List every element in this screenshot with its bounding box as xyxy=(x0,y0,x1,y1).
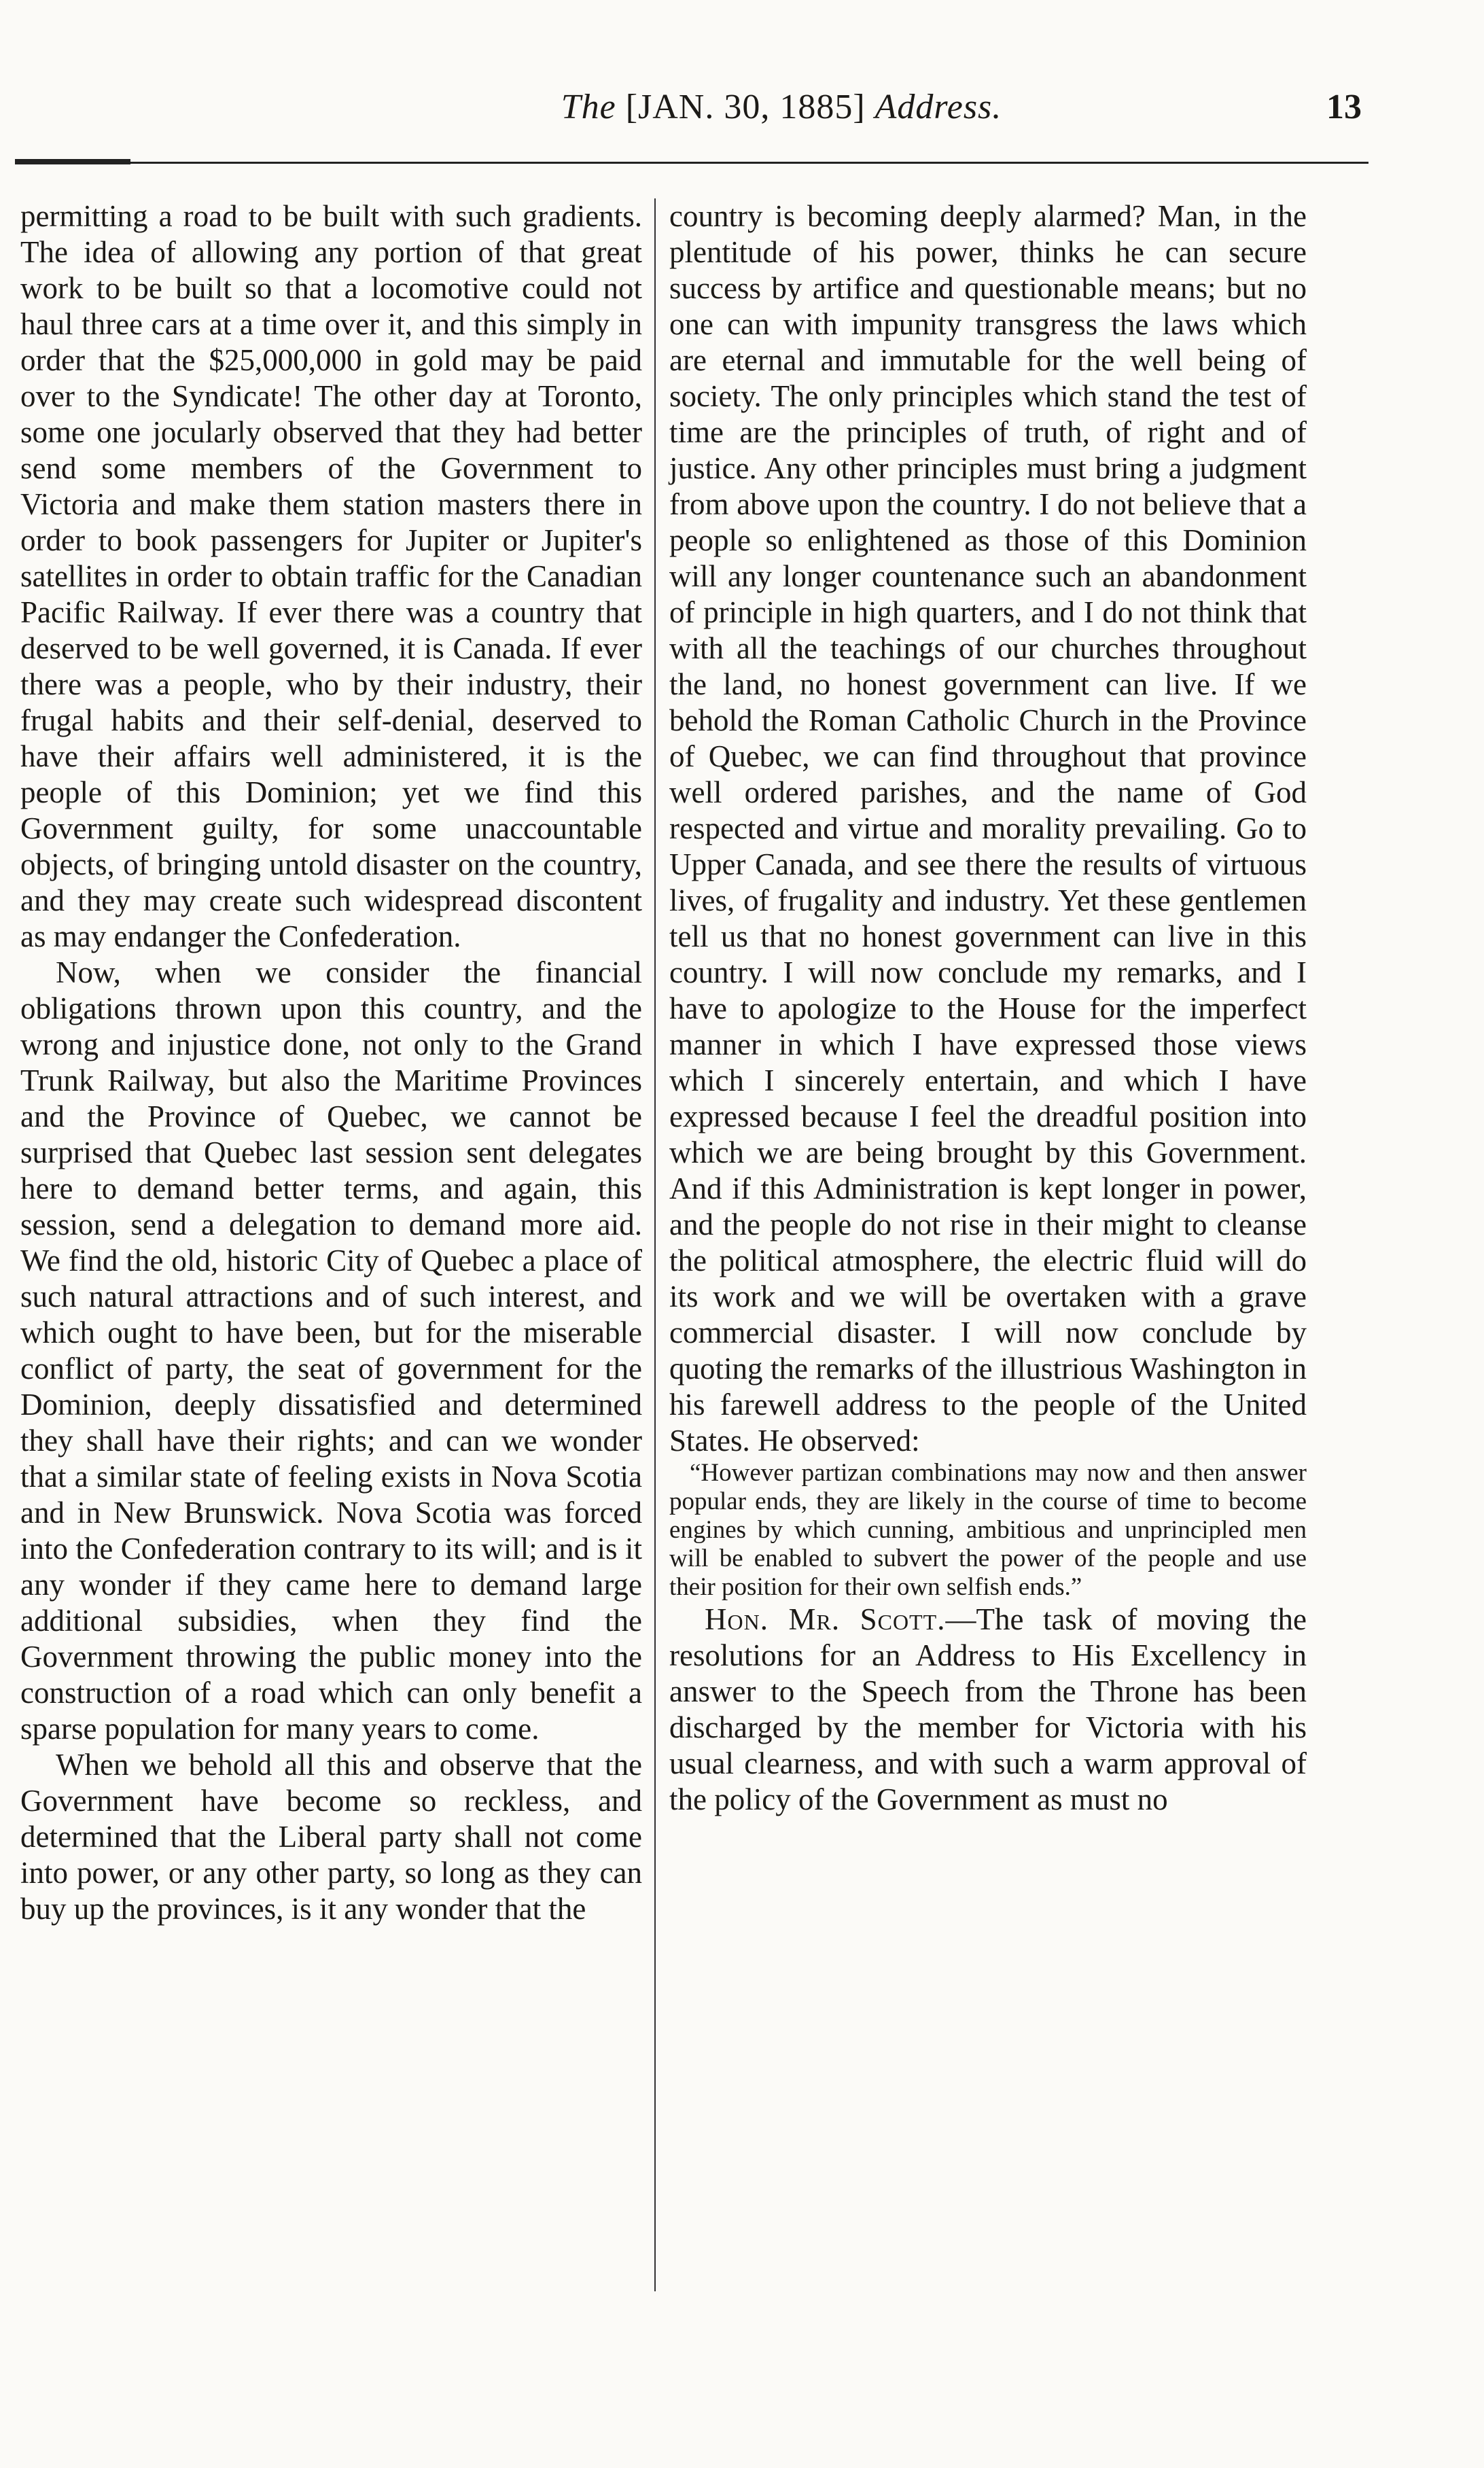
paragraph: When we behold all this and observe that the Government have become so reckless, and determined that the Liberal party shall not come into power, or any other party, so long as they can buy up the provinces, is it any wonder that the xyxy=(20,1748,642,1926)
paragraph: permitting a road to be built with such gradients. The idea of allowing any portion of that great work to be built so that a locomotive could not haul three cars at a time over it, and this simply in order that the $25,000,000 in gold may be paid over to the Syndicate! The other day at Toronto, some one jocularly observed that they had better send some members of the Government to Victoria and make them station masters there in order to book passengers for Jupiter or Jupiter's satellites in order to obtain traffic for the Canadian Pacific Railway. If ever there was a country that deserved to be well governed, it is Canada. If ever there was a people, who by their industry, their frugal habits and their self-denial, deserved to have their affairs well administered, it is the people of this Dominion; yet we find this Government guilty, for some unaccountable objects, of bringing untold disaster on the country, and they may create such widespread discontent as may endanger the Confederation. xyxy=(20,199,642,953)
header-title-prefix: The xyxy=(561,88,616,126)
header-date: [JAN. 30, 1885] xyxy=(625,88,866,126)
speech-paragraph xyxy=(669,1602,1307,1818)
paragraph: Now, when we consider the financial obligations thrown upon this country, and the wrong and injustice done, not only to the Grand Trunk Railway, but also the Maritime Provinces and the Province of Quebec, we cannot be surprised that Quebec last session sent delegates here to demand better terms, and again, this session, send a delegation to demand more aid. We find the old, historic City of Quebec a place of such natural attractions and of such interest, and which ought to have been, but for the miserable conflict of party, the seat of government for the Dominion, deeply dissatisfied and determined they shall have their rights; and can we wonder that a similar state of feeling exists in Nova Scotia and in New Brunswick. Nova Scotia was forced into the Confederation contrary to its will; and is it any wonder if they came here to demand large additional subsidies, when they find the Government throwing the public money into the construction of a road which can only benefit a sparse population for many years to come. xyxy=(20,955,642,1746)
block-quote: “However partizan combinations may now and then answer popular ends, they are likely in the course of time to become engines by which cunning, ambitious and unprincipled men will be enabled to subvert the power of the people and use their position for their own selfish ends.” xyxy=(669,1459,1307,1601)
header-rule xyxy=(15,162,1368,164)
left-column xyxy=(20,198,642,1927)
right-column xyxy=(669,198,1307,1818)
speech-text: —The task of moving the resolutions for an Address to His Excellency in answer to the Speech from the Throne has been discharged by the member for Victoria with his usual clearness, and with such a warm approval of the policy of the Government as must no xyxy=(669,1602,1307,1816)
header-title-suffix: Address. xyxy=(874,88,1002,126)
paragraph: country is becoming deeply alarmed? Man, in the plentitude of his power, thinks he can secure success by artifice and questionable means; but no one can with impunity transgress the laws which are eternal and immutable for the well being of society. The only principles which stand the test of time are the principles of truth, of right and of justice. Any other principles must bring a judgment from above upon the country. I do not believe that a people so enlightened as those of this Dominion will any longer countenance such an abandonment of principle in high quarters, and I do not think that with all the teachings of our churches throughout the land, no honest government can live. If we behold the Roman Catholic Church in the Province of Quebec, we can find throughout that province well ordered parishes, and the name of God respected and virtue and morality prevailing. Go to Upper Canada, and see there the results of virtuous lives, of frugality and industry. Yet these gentlemen tell us that no honest government can live in this country. I will now conclude my remarks, and I have to apologize to the House for the imperfect manner in which I have expressed those views which I sincerely entertain, and which I have expressed because I feel the dreadful position into which we are being brought by this Government. And if this Administration is kept longer in power, and the people do not rise in their might to cleanse the political atmosphere, the electric fluid will do its work and we will be overtaken with a grave commercial disaster. I will now conclude by quoting the remarks of the illustrious Washington in his farewell address to the people of the United States. He observed: xyxy=(669,199,1307,1458)
running-header xyxy=(27,87,1362,141)
header-title xyxy=(408,87,1155,127)
speaker-name: Hon. Mr. Scott. xyxy=(705,1602,946,1636)
column-divider xyxy=(654,198,656,2291)
page-number: 13 xyxy=(1326,88,1362,126)
